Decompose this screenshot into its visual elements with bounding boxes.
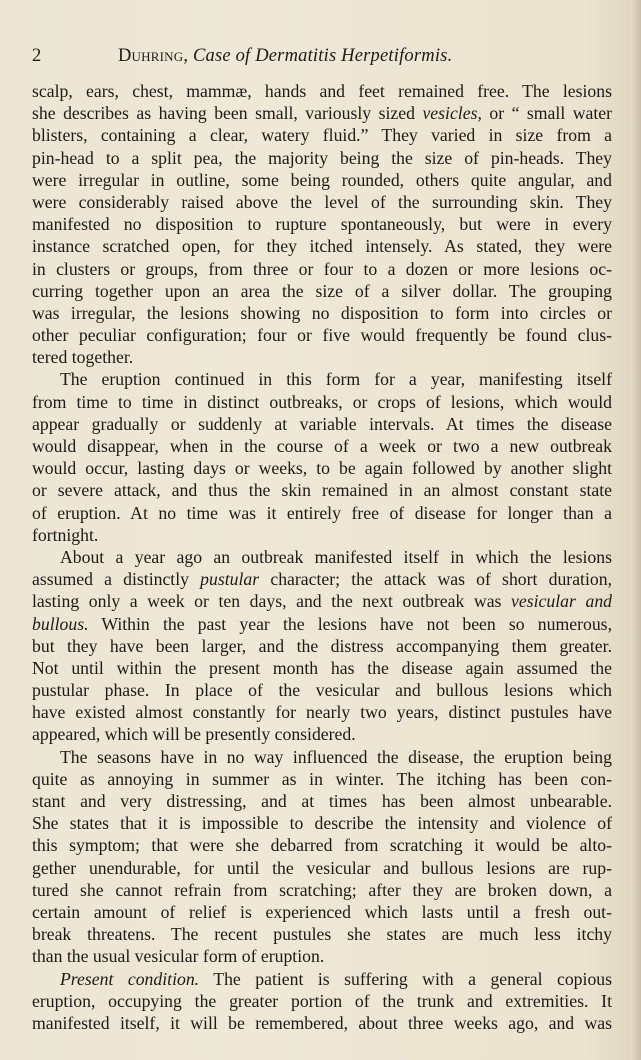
text-segment: would disappear, when in the course of a week or two a new outbreak: [32, 436, 612, 456]
page-edge-shadow: [633, 0, 641, 1060]
text-line: [32, 768, 612, 790]
running-head: [118, 44, 452, 68]
text-line: [32, 235, 612, 257]
text-segment: blisters, containing a clear, watery fluid.” They varied in size from a: [32, 125, 612, 146]
text-line: [32, 546, 612, 568]
text-segment: she describes as having been small, variously sized: [32, 103, 423, 124]
text-line: [32, 635, 612, 657]
text-segment: eruption, occupying the greater portion of the trunk and extremities. It: [32, 990, 612, 1011]
text-segment: fortnight.: [32, 524, 99, 545]
text-segment: break threatens. The recent pustules she states are much less itchy: [32, 924, 612, 945]
text-segment: pin-head to a split pea, the majority being the size of pin-heads. They: [32, 147, 612, 168]
text-segment: assumed a distinctly: [32, 569, 201, 590]
text-line: [32, 302, 612, 324]
text-line: [32, 790, 612, 812]
text-line: [32, 968, 612, 990]
page-header: [32, 44, 612, 68]
text-segment: from time to time in distinct outbreaks, or crops of lesions, which would: [32, 391, 612, 412]
text-line: [32, 413, 612, 435]
text-segment: in clusters or groups, from three or four to a dozen or more lesions oc-: [32, 258, 612, 279]
text-segment: or “ small water: [481, 103, 613, 124]
text-segment: were considerably raised above the level of the surrounding skin. They: [32, 191, 612, 212]
text-line: [32, 901, 612, 923]
text-line: [32, 280, 612, 302]
text-segment: were irregular in outline, some being rounded, others quite angular, and: [32, 169, 612, 190]
text-segment: manifested no disposition to rupture spontaneously, but were in every: [32, 214, 612, 235]
text-segment: or severe attack, and thus the skin remained in an almost constant state: [32, 480, 612, 501]
text-segment: certain amount of relief is experienced which lasts until a fresh out-: [32, 901, 612, 922]
text-line: [32, 258, 612, 280]
text-line: [32, 857, 612, 879]
text-line: [32, 346, 612, 368]
text-segment: instance scratched open, for they itched intensely. As stated, they were: [32, 236, 612, 257]
text-segment: other peculiar configuration; four or five would frequently be found clus-: [32, 325, 612, 346]
text-segment: appeared, which will be presently considered.: [32, 724, 356, 745]
text-segment: was irregular, the lesions showing no disposition to form into circles or: [32, 302, 612, 323]
text-line: [32, 923, 612, 945]
text-segment: this symptom; that were she debarred from scratching it would be alto-: [32, 835, 612, 856]
text-line: [32, 102, 612, 124]
text-line: [32, 524, 612, 546]
text-segment: gether unendurable, for until the vesicular and bullous lesions are rup-: [32, 857, 612, 878]
text-line: [32, 701, 612, 723]
running-head-author: Duhring,: [118, 46, 189, 66]
text-line: [32, 568, 612, 590]
text-line: [32, 990, 612, 1012]
text-segment: The seasons have in no way influenced the disease, the eruption being: [60, 746, 612, 767]
text-segment: About a year ago an outbreak manifested itself in which the lesions: [60, 546, 612, 567]
running-head-title: Case of Dermatitis Herpetiformis.: [192, 46, 453, 66]
text-line: [32, 613, 612, 635]
text-line: [32, 945, 612, 967]
text-line: [32, 80, 612, 102]
text-line: [32, 1012, 612, 1034]
text-segment: tered together.: [32, 347, 134, 368]
text-line: [32, 723, 612, 745]
text-line: [32, 502, 612, 524]
text-line: [32, 213, 612, 235]
text-segment: pustular phase. In place of the vesicular and bullous lesions which: [32, 680, 612, 701]
text-segment: The patient is suffering with a general copious: [199, 968, 613, 989]
text-segment: appear gradually or suddenly at variable intervals. At times the disease: [32, 413, 612, 434]
italic-text: bullous.: [32, 613, 89, 634]
text-line: [32, 812, 612, 834]
text-segment: The eruption continued in this form for a year, manifesting itself: [60, 369, 612, 390]
text-segment: Within the past year the lesions have not been so numerous,: [88, 613, 612, 634]
text-line: [32, 124, 612, 146]
text-segment: would occur, lasting days or weeks, to be again followed by another slight: [32, 458, 612, 479]
text-line: [32, 435, 612, 457]
text-segment: than the usual vesicular form of eruption.: [32, 946, 325, 967]
text-line: [32, 391, 612, 413]
text-line: [32, 169, 612, 191]
text-line: [32, 479, 612, 501]
text-segment: curring together upon an area the size of a silver dollar. The grouping: [32, 280, 612, 301]
text-line: [32, 879, 612, 901]
text-line: [32, 324, 612, 346]
text-segment: character; the attack was of short duration,: [259, 569, 612, 590]
page-number: 2: [32, 46, 42, 66]
text-segment: but they have been larger, and the distress accompanying them greater.: [32, 635, 612, 656]
text-segment: have existed almost constantly for nearly two years, distinct pustules have: [32, 702, 612, 723]
text-line: [32, 457, 612, 479]
text-line: [32, 679, 612, 701]
text-line: [32, 590, 612, 612]
italic-text: pustular: [200, 569, 260, 590]
italic-text: Present condition.: [60, 968, 200, 989]
text-segment: tured she cannot refrain from scratching; after they are broken down, a: [32, 879, 612, 900]
text-line: [32, 834, 612, 856]
italic-text: vesicular and: [511, 591, 613, 612]
text-segment: She states that it is impossible to describe the intensity and violence of: [32, 813, 612, 834]
text-segment: of eruption. At no time was it entirely free of disease for longer than a: [32, 502, 612, 523]
text-segment: scalp, ears, chest, mammæ, hands and feet remained free. The lesions: [32, 81, 612, 101]
text-segment: manifested itself, it will be remembered, about three weeks ago, and was: [32, 1012, 612, 1033]
italic-text: vesicles,: [422, 103, 482, 124]
text-line: [32, 368, 612, 390]
body-text: [32, 80, 612, 1034]
text-line: [32, 657, 612, 679]
text-segment: Not until within the present month has the disease again assumed the: [32, 657, 612, 678]
text-segment: quite as annoying in summer as in winter. The itching has been con-: [32, 768, 612, 789]
text-line: [32, 147, 612, 169]
text-line: [32, 746, 612, 768]
text-segment: stant and very distressing, and at times has been almost unbearable.: [32, 791, 612, 811]
text-segment: lasting only a week or ten days, and the next outbreak was: [32, 591, 512, 612]
text-line: [32, 191, 612, 213]
